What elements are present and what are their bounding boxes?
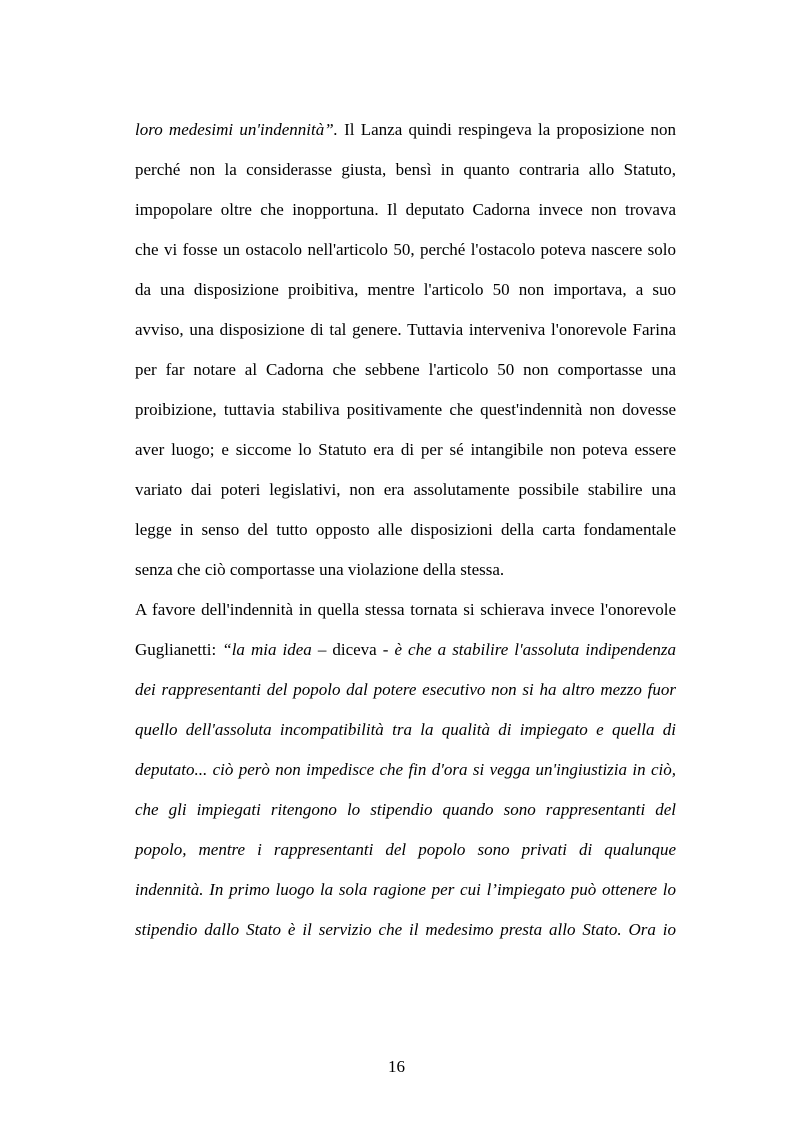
text-line — [135, 440, 676, 460]
text-line — [135, 640, 676, 660]
italic-quote-text: “la mia idea — [222, 640, 312, 659]
text-run: proibizione, tuttavia stabiliva positivamente che quest'indennità non dovesse — [135, 400, 676, 419]
text-run: aver luogo; e siccome lo Statuto era di per sé intangibile non poteva essere — [135, 440, 676, 459]
text-run: avviso, una disposizione di tal genere. Tuttavia interveniva l'onorevole Farina — [135, 320, 676, 339]
text-line — [135, 280, 676, 300]
text-line — [135, 320, 676, 340]
text-line — [135, 840, 676, 860]
text-run: impopolare oltre che inopportuna. Il deputato Cadorna invece non trovava — [135, 200, 676, 219]
text-run: A favore dell'indennità in quella stessa tornata si schierava invece l'onorevole — [135, 600, 676, 619]
text-line — [135, 600, 676, 620]
text-run: Il Lanza quindi respingeva la proposizione non — [337, 120, 676, 139]
text-line — [135, 520, 676, 540]
text-run: legge in senso del tutto opposto alle disposizioni della carta fondamentale — [135, 520, 676, 539]
text-line — [135, 200, 676, 220]
text-line — [135, 240, 676, 260]
italic-quote-text: deputato... ciò però non impedisce che fin d'ora si vegga un'ingiustizia in ciò, — [135, 760, 676, 779]
text-run: Guglianetti: — [135, 640, 223, 659]
text-run: senza che ciò comportasse una violazione della stessa. — [135, 560, 505, 579]
text-line — [135, 920, 676, 940]
text-line — [135, 720, 676, 740]
text-run: che vi fosse un ostacolo nell'articolo 50, perché l'ostacolo poteva nascere solo — [135, 240, 676, 259]
italic-quote-text: loro medesimi un'indennità”. — [135, 120, 338, 139]
text-line — [135, 160, 676, 180]
italic-quote-text: indennità. In primo luogo la sola ragione per cui l’impiegato può ottenere lo — [135, 880, 676, 899]
italic-quote-text: stipendio dallo Stato è il servizio che il medesimo presta allo Stato. Ora io — [135, 920, 676, 939]
text-line — [135, 480, 676, 500]
text-line — [135, 400, 676, 420]
italic-quote-text: è che a stabilire l'assoluta indipendenza — [394, 640, 676, 659]
text-line — [135, 560, 676, 580]
text-run: per far notare al Cadorna che sebbene l'articolo 50 non comportasse una — [135, 360, 676, 379]
text-line — [135, 120, 676, 140]
italic-quote-text: che gli impiegati ritengono lo stipendio quando sono rappresentanti del — [135, 800, 676, 819]
text-run: perché non la considerasse giusta, bensì in quanto contraria allo Statuto, — [135, 160, 676, 179]
text-run: variato dai poteri legislativi, non era assolutamente possibile stabilire una — [135, 480, 676, 499]
text-line — [135, 760, 676, 780]
text-run: – diceva - — [311, 640, 395, 659]
text-line — [135, 880, 676, 900]
text-run: da una disposizione proibitiva, mentre l'articolo 50 non importava, a suo — [135, 280, 676, 299]
italic-quote-text: dei rappresentanti del popolo dal potere esecutivo non si ha altro mezzo fuor — [135, 680, 676, 699]
italic-quote-text: quello dell'assoluta incompatibilità tra la qualità di impiegato e quella di — [135, 720, 676, 739]
text-line — [135, 680, 676, 700]
text-line — [135, 360, 676, 380]
page-number: 16 — [388, 1057, 405, 1076]
italic-quote-text: popolo, mentre i rappresentanti del popolo sono privati di qualunque — [135, 840, 676, 859]
text-line — [135, 800, 676, 820]
